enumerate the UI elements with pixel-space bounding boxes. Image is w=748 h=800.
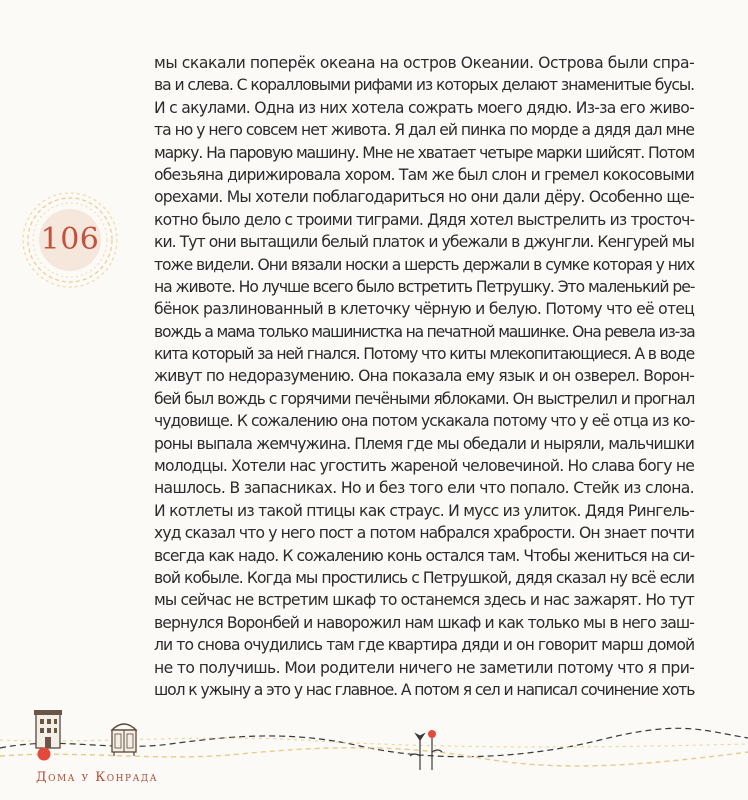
page-number-badge [20,190,120,290]
text-line: на животе. Но лучше всего было встретить Петрушку. Это маленький ре- [154,277,695,296]
text-line: не то получишь. Мои родители ничего не заметили потому что я при- [154,658,695,677]
text-line: молодцы. Хотели нас угостить жареной человечиной. Но слава богу не [154,457,694,476]
text-line: марку. На паровую машину. Мне не хватает четыре марки шийсят. Потом [154,143,695,162]
text-line: чудовище. К сожалению она потом ускакала потому что у её отца из ко- [154,412,695,431]
text-line: кита который за ней гнался. Потому что киты млекопитающиеся. А в воде [154,345,695,364]
text-line: И с акулами. Одна из них хотела сожрать моего дядю. Из-за его живо- [154,98,694,117]
text-line: всегда как надо. К сожалению конь остался там. Чтобы жениться на си- [154,546,695,565]
text-line: нашлось. В запасниках. Но и без того ели что попало. Стейк из слона. [154,479,694,498]
text-line: обезьяна дирижировала хором. Там же был слон и гремел кокосовыми [154,165,694,184]
text-line: вождь а мама только машинистка на печатной машинке. Она ревела из-за [154,322,695,341]
text-line: та но у него совсем нет живота. Я дал ей пинка по морде а дядя дал мне [154,121,694,140]
text-line: ки. Тут они вытащили белый платок и убежали в джунгли. Кенгурей мы [154,233,694,252]
page-number: 106 [40,222,100,257]
text-line: шол к ужыну а это у нас главное. А потом я сел и написал сочинение хоть [154,680,695,699]
text-line: котно было дело с троими тиграми. Дядя хотел выстрелить из тросточ- [154,210,695,229]
wardrobe-icon [112,724,136,756]
text-line: орехами. Мы хотели поблагодариться но они дали дёру. Особенно ще- [154,188,694,207]
text-line: живут по недоразумению. Она показала ему язык и он озверел. Ворон- [154,367,695,386]
text-line: роны выпала жемчужина. Племя где мы обедали и ныряли, мальчишки [154,434,694,453]
text-line: ли то снова очудились там где квартира дяди и он говорит марш домой [154,636,695,655]
text-line: бей был вождь с горячими печёными яблоками. Он выстрелил и прогнал [154,389,695,408]
chapter-title: Дома у Конрада [36,770,159,785]
footer-illustration [0,700,748,800]
text-line: худ сказал что у него пост а потом набрался храбрости. Он знает почти [154,524,694,543]
body-text [154,52,694,701]
text-line: ва и слева. С коралловыми рифами из которых делают знаменитые бусы. [154,76,694,95]
text-line: вернулся Воронбей и наворожил нам шкаф и как только мы в него заш- [154,613,694,632]
text-line: вой кобыле. Когда мы простились с Петрушкой, дядя сказал ну всё если [154,568,695,587]
text-line: мы скакали поперёк океана на остров Океании. Острова были спра- [154,54,695,72]
footer-decoration [0,700,748,800]
text-line: И котлеты из такой птицы как страус. И мусс из улиток. Дядя Рингель- [154,501,695,520]
text-line: тоже видели. Они вязали носки а шерсть держали в сумке которая у них [154,255,695,274]
text-line: бёнок разлинованный в клеточку чёрную и белую. Потому что её отец [154,300,695,319]
house-icon [34,710,62,748]
text-line: мы сейчас не встретим шкаф то останемся здесь и нас зажарят. Но тут [154,591,694,610]
